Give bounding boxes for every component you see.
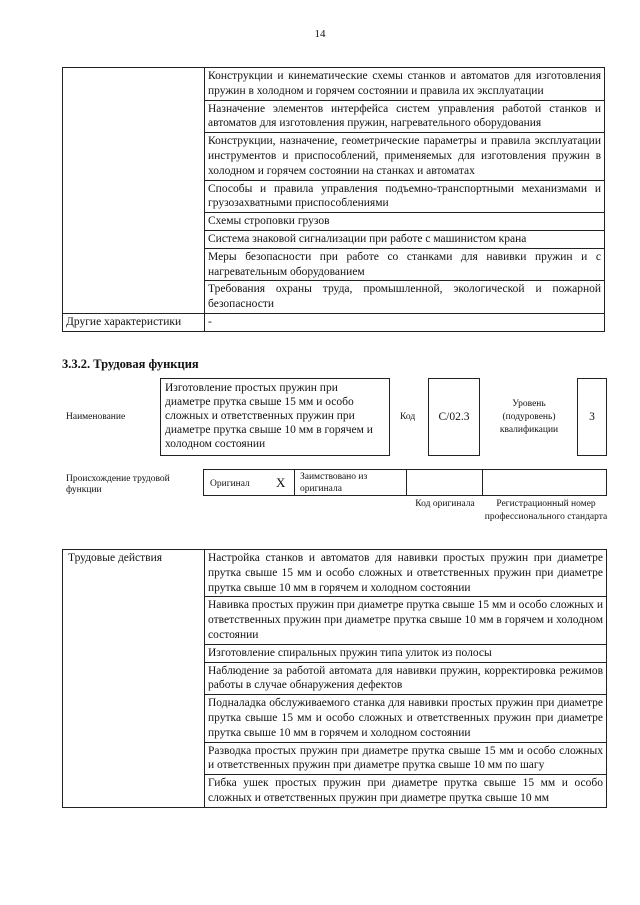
qualification-level-box: 3 xyxy=(577,378,607,456)
knowledge-label-cell xyxy=(63,68,205,314)
labor-action-item: Настройка станков и автоматов для навивки простых пружин при диаметре прутка свыше 15 мм и особо сложных и ответственных пружин при диаметре прутка свыше 10 мм в горячем и холодном состоянии xyxy=(205,550,607,597)
table-row xyxy=(63,68,605,101)
code-original-label: Код оригинала xyxy=(415,499,475,509)
labor-actions-table xyxy=(62,549,607,808)
origin-label: Происхождение трудовой функции xyxy=(66,474,170,495)
labor-action-item: Подналадка обслуживаемого станка для навивки простых пружин при диаметре прутка свыше 15 мм и особо сложных и ответственных пружин при диаметре прутка свыше 10 мм в горячем и холодном состоянии xyxy=(205,695,607,742)
knowledge-item: Схемы строповки грузов xyxy=(205,213,605,231)
original-label: Оригинал xyxy=(210,479,250,489)
labor-action-item: Наблюдение за работой автомата для навивки пружин, корректировка режимов работы в случае обнаружения дефектов xyxy=(205,662,607,695)
divider xyxy=(294,469,295,496)
section-title: 3.3.2. Трудовая функция xyxy=(62,357,199,371)
knowledge-item: Требования охраны труда, промышленной, экологической и пожарной безопасности xyxy=(205,281,605,314)
level-label: Уровень (подуровень) квалификации xyxy=(499,399,559,435)
origin-row xyxy=(203,469,607,496)
original-mark: X xyxy=(276,475,286,490)
name-label: Наименование xyxy=(66,412,126,422)
knowledge-item: Способы и правила управления подъемно-транспортными механизмами и грузозахватными приспособлениями xyxy=(205,180,605,213)
page-number: 14 xyxy=(314,28,326,40)
labor-actions-label: Трудовые действия xyxy=(63,550,205,808)
function-name-box: Изготовление простых пружин при диаметре прутка свыше 15 мм и особо сложных и ответственных пружин при диаметре прутка свыше 10 мм в горячем и холодном состоянии xyxy=(160,378,390,456)
labor-action-item: Навивка простых пружин при диаметре прутка свыше 15 мм и особо сложных и ответственных пружин при диаметре прутка свыше 10 мм в горячем и холодном состоянии xyxy=(205,597,607,644)
code-label: Код xyxy=(400,412,416,422)
other-characteristics-label: Другие характеристики xyxy=(63,313,205,331)
table-row xyxy=(63,550,607,597)
knowledge-item: Назначение элементов интерфейса систем управления работой станков и автоматов для изготовления пружин, нагревательного оборудования xyxy=(205,100,605,133)
knowledge-item: Конструкции и кинематические схемы станков и автоматов для изготовления пружин в холодном и горячем состоянии и правила их эксплуатации xyxy=(205,68,605,101)
reg-number-label: Регистрационный номер профессионального стандарта xyxy=(484,499,608,522)
other-characteristics-value: - xyxy=(205,313,605,331)
knowledge-item: Конструкции, назначение, геометрические параметры и правила эксплуатации инструментов и приспособлений, применяемых для изготовления пружин в холодном и горячем состоянии на станках и автоматах xyxy=(205,133,605,180)
labor-action-item: Изготовление спиральных пружин типа улиток из полосы xyxy=(205,644,607,662)
labor-action-item: Разводка простых пружин при диаметре прутка свыше 15 мм и особо сложных и ответственных пружин при диаметре прутка свыше 10 мм по шагу xyxy=(205,742,607,775)
divider xyxy=(482,469,483,496)
table-row xyxy=(63,313,605,331)
knowledge-table xyxy=(62,67,605,332)
knowledge-item: Система знаковой сигнализации при работе с машинистом крана xyxy=(205,230,605,248)
borrowed-label: Заимствовано из оригинала xyxy=(300,472,368,494)
function-code-box: C/02.3 xyxy=(428,378,480,456)
divider xyxy=(406,469,407,496)
knowledge-item: Меры безопасности при работе со станками для навивки пружин и с нагревательным оборудованием xyxy=(205,248,605,281)
labor-action-item: Гибка ушек простых пружин при диаметре прутка свыше 15 мм и особо сложных и ответственных пружин при диаметре прутка свыше 10 мм xyxy=(205,775,607,808)
